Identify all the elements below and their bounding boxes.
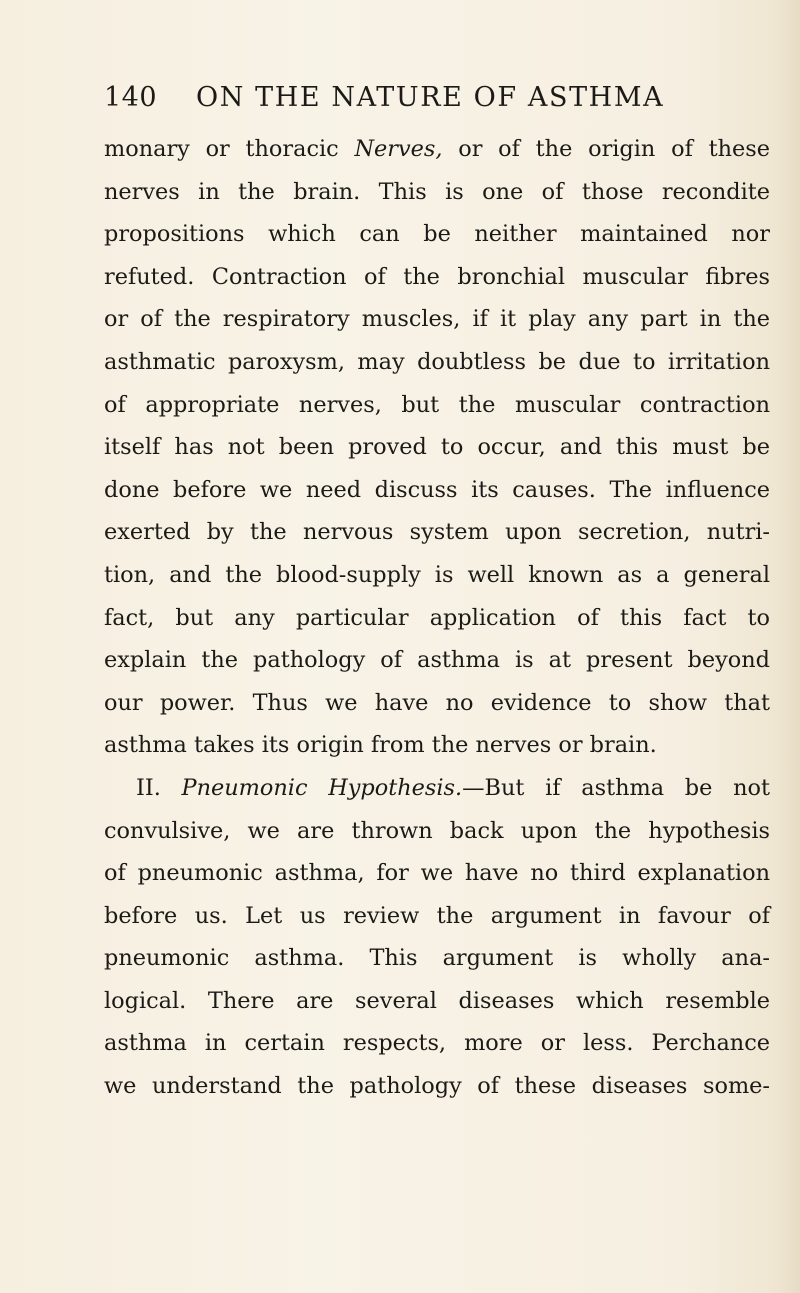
page-number: 140 [104, 82, 158, 113]
text-line: tion, and the blood-supply is well known as a general [104, 561, 770, 588]
text-line: asthma in certain respects, more or less. Perchance [104, 1030, 770, 1057]
section-numeral: II. [136, 774, 182, 801]
page-header [104, 82, 664, 122]
text-line: asthmatic paroxysm, may doubtless be due to irritation [104, 348, 770, 375]
text-line: refuted. Contraction of the bronchial muscular fibres [104, 263, 770, 290]
text-line: done before we need discuss its causes. The influence [104, 476, 770, 503]
text-line: itself has not been proved to occur, and this must be [104, 434, 770, 461]
text-line: nerves in the brain. This is one of those recondite [104, 178, 770, 205]
text-line: convulsive, we are thrown back upon the hypothesis [104, 817, 770, 844]
text-line: before us. Let us review the argument in favour of [104, 902, 770, 929]
body-text [104, 128, 770, 1108]
text-line-paragraph-end: asthma takes its origin from the nerves or brain. [104, 732, 657, 759]
text-line: of appropriate nerves, but the muscular contraction [104, 391, 770, 418]
text-line: we understand the pathology of these diseases some- [104, 1073, 770, 1100]
text-line: or of the respiratory muscles, if it play any part in the [104, 306, 770, 333]
section-heading-line: II. Pneumonic Hypothesis.—But if asthma be not [136, 774, 770, 801]
text-line: explain the pathology of asthma is at present beyond [104, 647, 770, 674]
section-title: Pneumonic Hypothesis. [181, 774, 463, 801]
running-head: ON THE NATURE OF ASTHMA [196, 82, 665, 113]
text-line: monary or thoracic Nerves, or of the origin of these [104, 136, 771, 162]
text-line: exerted by the nervous system upon secretion, nutri- [104, 519, 770, 546]
text-line: propositions which can be neither maintained nor [104, 221, 770, 248]
text-line: fact, but any particular application of this fact to [104, 604, 770, 631]
italic-term-nerves: Nerves, [354, 136, 443, 162]
text-line: of pneumonic asthma, for we have no third explanation [104, 860, 770, 887]
text-line: our power. Thus we have no evidence to show that [104, 689, 770, 716]
text-line: pneumonic asthma. This argument is wholly ana- [104, 945, 770, 972]
text-line: logical. There are several diseases which resemble [104, 987, 770, 1014]
